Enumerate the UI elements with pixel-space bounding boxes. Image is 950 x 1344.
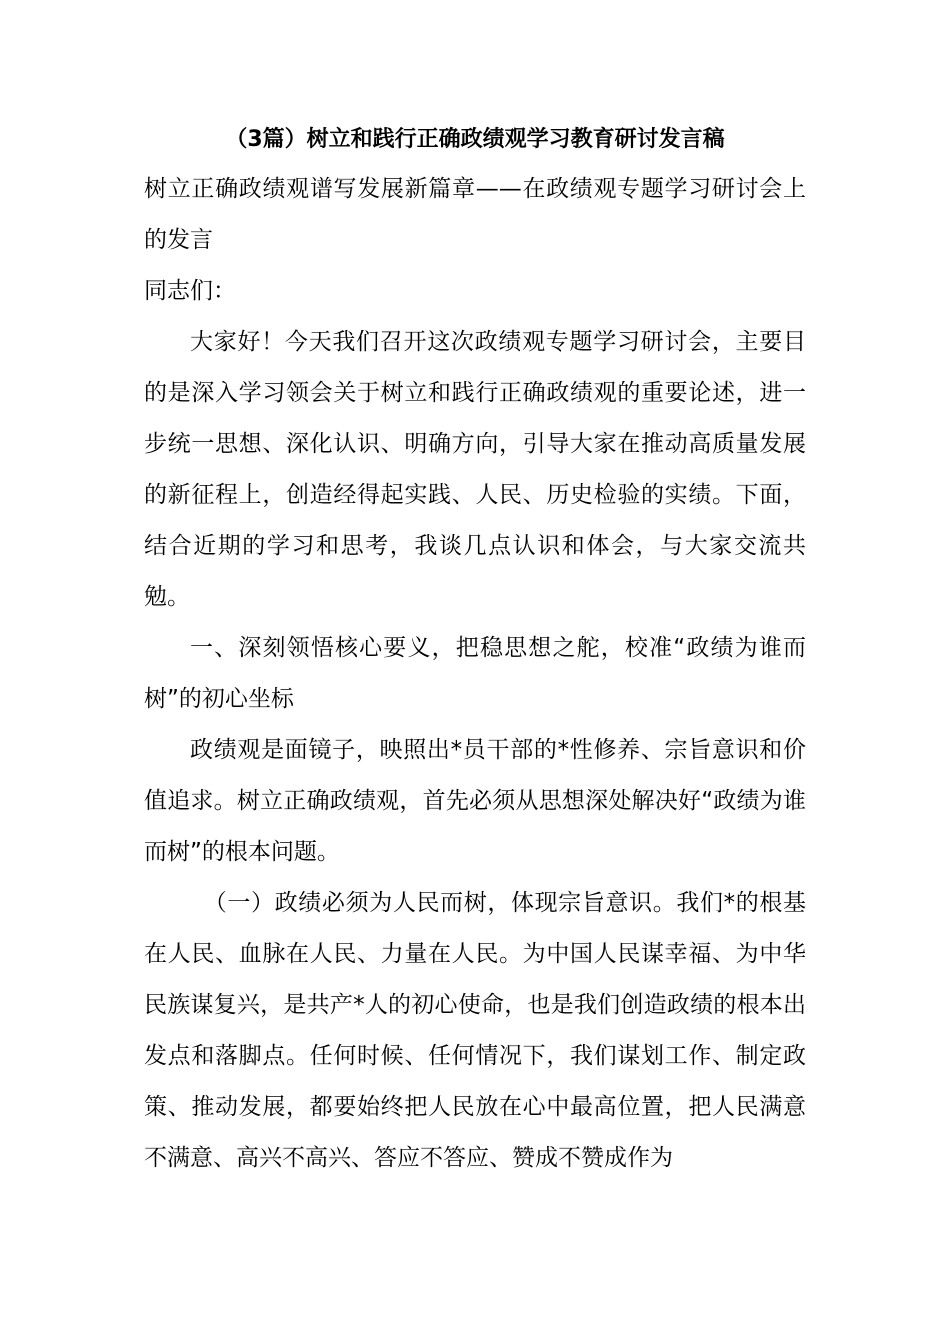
paragraph-subsection-1: （一）政绩必须为人民而树，体现宗旨意识。我们*的根基在人民、血脉在人民、力量在人民。为中国人民谋幸福、为中华民族谋复兴，是共产*人的初心使命，也是我们创造政绩的根本出发点和落脚点。任何时候、任何情况下，我们谋划工作、制定政策、推动发展，都要始终把人民放在心中最高位置，把人民满意不满意、高兴不高兴、答应不答应、赞成不赞成作为 — [144, 890, 806, 1171]
document-body — [144, 118, 806, 1184]
document-subtitle: 树立正确政绩观谱写发展新篇章——在政绩观专题学习研讨会上的发言 — [144, 176, 806, 253]
salutation: 同志们： — [144, 278, 236, 304]
section-heading-1: 一、深刻领悟核心要义，把稳思想之舵，校准“政绩为谁而树”的初心坐标 — [144, 635, 806, 712]
paragraph-intro: 大家好！今天我们召开这次政绩观专题学习研讨会，主要目的是深入学习领会关于树立和践行正确政绩观的重要论述，进一步统一思想、深化认识、明确方向，引导大家在推动高质量发展的新征程上，创造经得起实践、人民、历史检验的实绩。下面，结合近期的学习和思考，我谈几点认识和体会，与大家交流共勉。 — [144, 329, 806, 610]
paragraph-section-1: 政绩观是面镜子，映照出*员干部的*性修养、宗旨意识和价值追求。树立正确政绩观，首先必须从思想深处解决好“政绩为谁而树”的根本问题。 — [144, 737, 806, 865]
document-title: （3篇）树立和践行正确政绩观学习教育研讨发言稿 — [225, 127, 725, 152]
